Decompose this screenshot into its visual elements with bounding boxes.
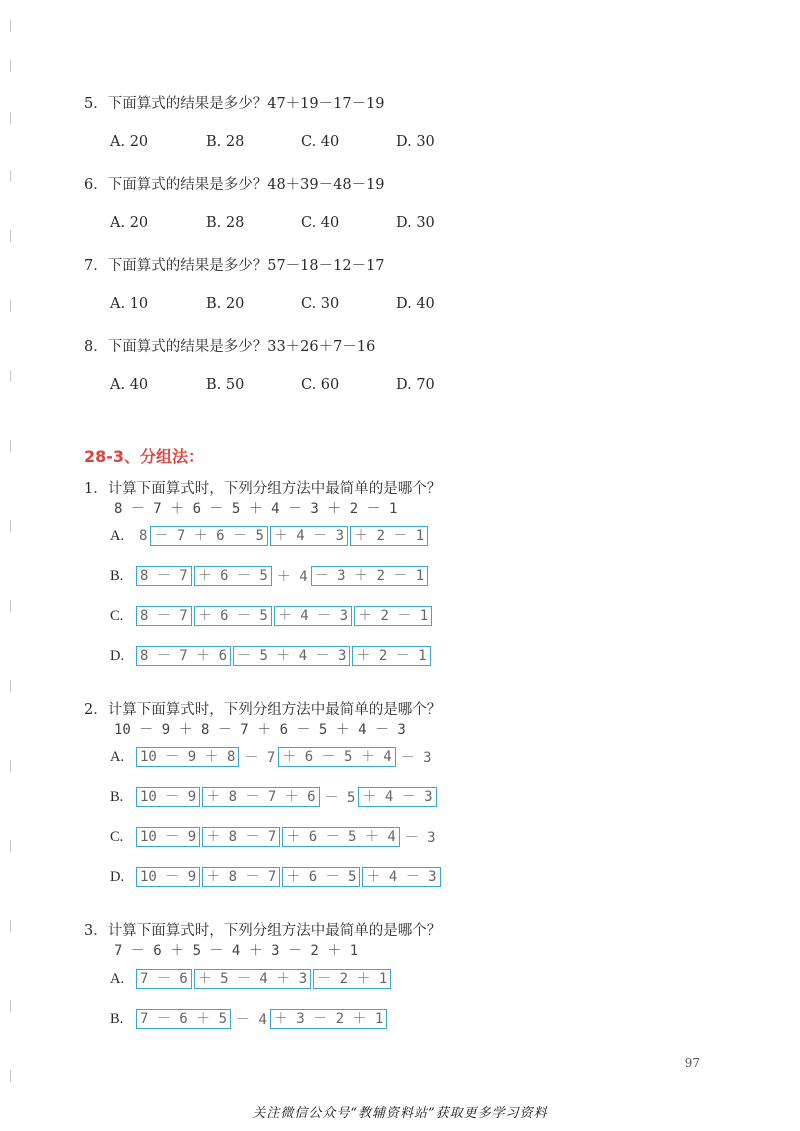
grouped-term-box: ＋ 2 － 1 bbox=[350, 526, 428, 546]
ungrouped-term: － 3 bbox=[400, 750, 432, 766]
grouping-2-expression: 10 － 9 ＋ 8 － 7 ＋ 6 － 5 ＋ 4 － 3 bbox=[114, 722, 406, 738]
option-b: B. 50 bbox=[206, 377, 245, 393]
option-d: D. 40 bbox=[396, 296, 435, 312]
ungrouped-term: － 5 bbox=[324, 790, 356, 806]
grouped-term-box: 8 － 7 bbox=[136, 606, 192, 626]
grouped-term-box: ＋ 6 － 5 bbox=[194, 566, 272, 586]
grouped-term-box: ＋ 3 － 2 ＋ 1 bbox=[270, 1009, 387, 1029]
footer-watermark: 关注微信公众号“教辅资料站”获取更多学习资料 bbox=[252, 1106, 548, 1121]
option-c: C. 30 bbox=[301, 296, 340, 312]
grouped-term-box: ＋ 6 － 5 bbox=[282, 867, 360, 887]
option-letter: A. bbox=[110, 970, 125, 987]
option-a: A. 10 bbox=[110, 296, 149, 312]
grouped-term-box: 7 － 6 bbox=[136, 969, 192, 989]
grouping-question-3: 3．计算下面算式时，下列分组方法中最简单的是哪个？ bbox=[84, 923, 442, 939]
grouping-1-option-row bbox=[110, 565, 430, 587]
ungrouped-term: － 7 bbox=[244, 750, 276, 766]
question-7: 7．下面算式的结果是多少？57－18－12－17 bbox=[84, 258, 385, 274]
option-c: C. 40 bbox=[301, 134, 340, 150]
grouped-term-box: － 2 ＋ 1 bbox=[313, 969, 391, 989]
ungrouped-term: 8 bbox=[139, 528, 148, 544]
grouping-question-2: 2．计算下面算式时，下列分组方法中最简单的是哪个？ bbox=[84, 702, 442, 718]
grouped-term-box: ＋ 6 － 5 bbox=[194, 606, 272, 626]
ungrouped-term: － 4 bbox=[236, 1012, 267, 1028]
option-letter: B. bbox=[110, 788, 124, 805]
grouped-term-box: ＋ 2 － 1 bbox=[354, 606, 432, 626]
grouping-2-option-row bbox=[110, 826, 439, 848]
grouping-1-option-row bbox=[110, 525, 430, 547]
grouped-term-box: 10 － 9 bbox=[136, 867, 200, 887]
option-letter: A. bbox=[110, 527, 125, 544]
option-c: C. 60 bbox=[301, 377, 340, 393]
grouped-term-box: － 3 ＋ 2 － 1 bbox=[311, 566, 428, 586]
option-b: B. 20 bbox=[206, 296, 245, 312]
option-letter: B. bbox=[110, 567, 124, 584]
grouping-question-1: 1．计算下面算式时，下列分组方法中最简单的是哪个？ bbox=[84, 481, 442, 497]
grouped-term-box: 7 － 6 ＋ 5 bbox=[136, 1009, 231, 1029]
option-b: B. 28 bbox=[206, 215, 245, 231]
grouped-term-box: 10 － 9 ＋ 8 bbox=[136, 747, 239, 767]
grouped-term-box: 8 － 7 bbox=[136, 566, 192, 586]
grouped-term-box: ＋ 4 － 3 bbox=[362, 867, 440, 887]
grouping-1-option-row bbox=[110, 605, 434, 627]
option-letter: C. bbox=[110, 607, 124, 624]
grouped-term-box: ＋ 4 － 3 bbox=[358, 787, 436, 807]
section-title: 28-3、分组法： bbox=[84, 447, 205, 466]
option-a: A. 20 bbox=[110, 134, 149, 150]
grouping-2-option-row bbox=[110, 746, 435, 768]
option-d: D. 70 bbox=[396, 377, 435, 393]
grouped-term-box: ＋ 6 － 5 ＋ 4 bbox=[278, 747, 395, 767]
option-c: C. 40 bbox=[301, 215, 340, 231]
grouping-2-option-row bbox=[110, 866, 443, 888]
grouped-term-box: 10 － 9 bbox=[136, 827, 200, 847]
ungrouped-term: ＋ 4 bbox=[276, 569, 308, 585]
grouped-term-box: ＋ 4 － 3 bbox=[274, 606, 352, 626]
grouping-1-option-row bbox=[110, 645, 433, 667]
grouped-term-box: ＋ 6 － 5 ＋ 4 bbox=[282, 827, 399, 847]
grouped-term-box: ＋ 8 － 7 bbox=[202, 827, 280, 847]
grouping-3-option-row bbox=[110, 1008, 389, 1030]
grouped-term-box: ＋ 8 － 7 bbox=[202, 867, 280, 887]
page-number: 97 bbox=[684, 1056, 700, 1070]
ungrouped-term: － 3 bbox=[404, 830, 436, 846]
grouped-term-box: 10 － 9 bbox=[136, 787, 200, 807]
option-letter: D. bbox=[110, 868, 125, 885]
option-a: A. 20 bbox=[110, 215, 149, 231]
grouped-term-box: ＋ 8 － 7 ＋ 6 bbox=[202, 787, 319, 807]
option-d: D. 30 bbox=[396, 134, 435, 150]
option-letter: A. bbox=[110, 748, 125, 765]
grouping-3-option-row bbox=[110, 968, 393, 990]
grouped-term-box: ＋ 5 － 4 ＋ 3 bbox=[194, 969, 311, 989]
grouping-1-expression: 8 － 7 ＋ 6 － 5 ＋ 4 － 3 ＋ 2 － 1 bbox=[114, 501, 398, 517]
grouping-2-option-row bbox=[110, 786, 439, 808]
grouping-3-expression: 7 － 6 ＋ 5 － 4 ＋ 3 － 2 ＋ 1 bbox=[114, 943, 359, 959]
option-letter: D. bbox=[110, 647, 125, 664]
option-letter: B. bbox=[110, 1010, 124, 1027]
grouped-term-box: ＋ 2 － 1 bbox=[352, 646, 430, 666]
binding-margin bbox=[8, 20, 14, 1110]
grouped-term-box: ＋ 4 － 3 bbox=[270, 526, 348, 546]
option-letter: C. bbox=[110, 828, 124, 845]
option-d: D. 30 bbox=[396, 215, 435, 231]
grouped-term-box: － 5 ＋ 4 － 3 bbox=[233, 646, 350, 666]
question-5: 5．下面算式的结果是多少？47＋19－17－19 bbox=[84, 96, 385, 112]
grouped-term-box: － 7 ＋ 6 － 5 bbox=[150, 526, 267, 546]
option-b: B. 28 bbox=[206, 134, 245, 150]
question-6: 6．下面算式的结果是多少？48＋39－48－19 bbox=[84, 177, 385, 193]
question-8: 8．下面算式的结果是多少？33＋26＋7－16 bbox=[84, 339, 376, 355]
option-a: A. 40 bbox=[110, 377, 149, 393]
grouped-term-box: 8 － 7 ＋ 6 bbox=[136, 646, 231, 666]
